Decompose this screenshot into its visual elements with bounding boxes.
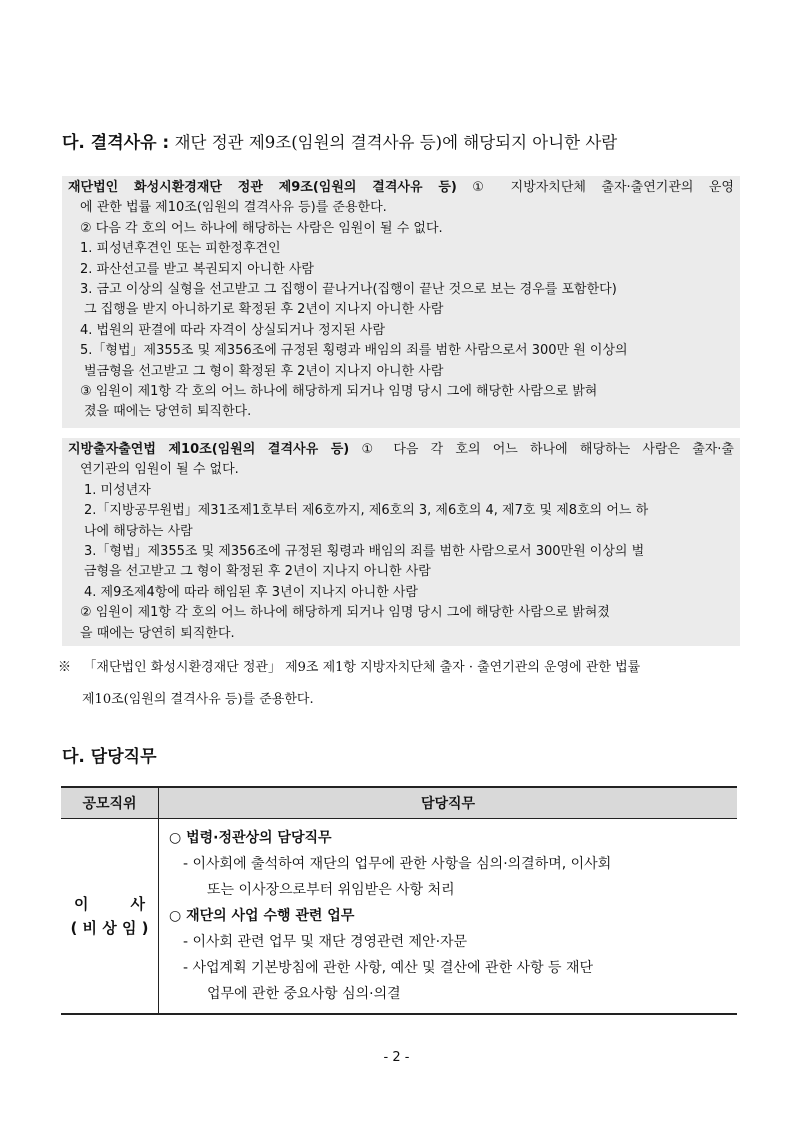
header-position: 공모직위 [61,787,159,819]
box-text: ① 지방자치단체 출자·출연기관의 운영 [472,180,734,195]
articles-box-act [62,438,740,646]
box-title: 재단법인 화성시환경재단 정관 제9조(임원의 결격사유 등) [68,180,457,195]
box-line: 나에 해당하는 사람 [84,523,193,539]
duty-item: - 이사회에 출석하여 재단의 업무에 관한 사항을 심의·의결하며, 이사회 [183,856,612,872]
box-line: 졌을 때에는 당연히 퇴직한다. [84,404,252,420]
box-line: 4. 법원의 판결에 따라 자격이 상실되거나 정지된 사람 [80,322,386,338]
table-row [61,819,737,1015]
position-cell [61,819,159,1015]
articles-box-foundation [62,176,740,428]
box-line: 3.「형법」제355조 및 제356조에 규정된 횡령과 배임의 죄를 범한 사람으로서 300만원 이상의 벌 [84,543,645,559]
box-line: 금형을 선고받고 그 형이 확정된 후 2년이 지나지 아니한 사람 [84,564,431,580]
box-line: ② 임원이 제1항 각 호의 어느 하나에 해당하게 되거나 임명 당시 그에 해당한 사람으로 밝혀졌 [80,605,610,621]
reference-note [58,652,740,716]
heading-label: 다. 결격사유 : [62,133,170,153]
box-line: 연기관의 임원이 될 수 없다. [80,462,239,478]
section-heading-disqualification [62,128,617,153]
position-title [62,892,157,916]
duty-item: - 이사회 관련 업무 및 재단 경영관련 제안·자문 [183,934,468,950]
box-line: 2. 파산선고를 받고 복권되지 아니한 사람 [80,261,314,277]
box-line: ② 다음 각 호의 어느 하나에 해당하는 사람은 임원이 될 수 없다. [80,220,443,236]
box-line: 3. 금고 이상의 실형을 선고받고 그 집행이 끝나거나(집행이 끝난 것으로 보는 경우를 포함한다) [80,281,617,297]
duty-heading: ○ 재단의 사업 수행 관련 업무 [169,908,355,924]
duty-item-cont: 업무에 관한 중요사항 심의·의결 [207,986,401,1002]
duty-item-cont: 또는 이사장으로부터 위임받은 사항 처리 [207,882,455,898]
section-heading-duties: 다. 담당직무 [62,747,157,767]
position-char: 사 [130,895,145,913]
box-line [68,440,734,460]
box-text: ① 다음 각 호의 어느 하나에 해당하는 사람은 출자·출 [361,442,734,457]
box-line: 1. 미성년자 [84,482,151,498]
note-mark: ※ [58,660,72,675]
box-line: 을 때에는 당연히 퇴직한다. [80,625,235,641]
position-char: 이 [74,895,89,913]
heading-text: 재단 정관 제9조(임원의 결격사유 등)에 해당되지 아니한 사람 [174,133,618,152]
box-line: 에 관한 법률 제10조(임원의 결격사유 등)를 준용한다. [80,200,387,216]
box-line: 4. 제9조제4항에 따라 해임된 후 3년이 지나지 아니한 사람 [84,584,418,600]
box-line: 5.「형법」제355조 및 제356조에 규정된 횡령과 배임의 죄를 범한 사람으로서 300만 원 이상의 [80,343,628,359]
box-line: 1. 피성년후견인 또는 피한정후견인 [80,241,281,257]
duties-cell [159,819,738,1015]
box-line: 2.「지방공무원법」제31조제1호부터 제6호까지, 제6호의 3, 제6호의 4, 제7호 및 제8호의 어느 하 [84,503,649,519]
note-line: 제10조(임원의 결격사유 등)를 준용한다. [82,692,314,707]
position-subtitle: ( 비 상 임 ) [70,919,149,937]
page-number: - 2 - [383,1050,410,1065]
note-line [58,652,740,684]
note-text: 「재단법인 화성시환경재단 정관」 제9조 제1항 지방자치단체 출자 · 출연기관의 운영에 관한 법률 [83,660,641,675]
box-title: 지방출자출연법 제10조(임원의 결격사유 등) [68,442,350,457]
box-line: 그 집행을 받지 아니하기로 확정된 후 2년이 지나지 아니한 사람 [84,302,444,318]
box-line [68,178,734,198]
duty-heading: ○ 법령·정관상의 담당직무 [169,830,332,846]
duties-table [61,786,737,1015]
box-line: 벌금형을 선고받고 그 형이 확정된 후 2년이 지나지 아니한 사람 [84,363,444,379]
duty-item: - 사업계획 기본방침에 관한 사항, 예산 및 결산에 관한 사항 등 재단 [183,960,594,976]
header-duties: 담당직무 [159,787,738,819]
table-header-row [61,787,737,819]
box-line: ③ 임원이 제1항 각 호의 어느 하나에 해당하게 되거나 임명 당시 그에 해당한 사람으로 밝혀 [80,383,598,399]
